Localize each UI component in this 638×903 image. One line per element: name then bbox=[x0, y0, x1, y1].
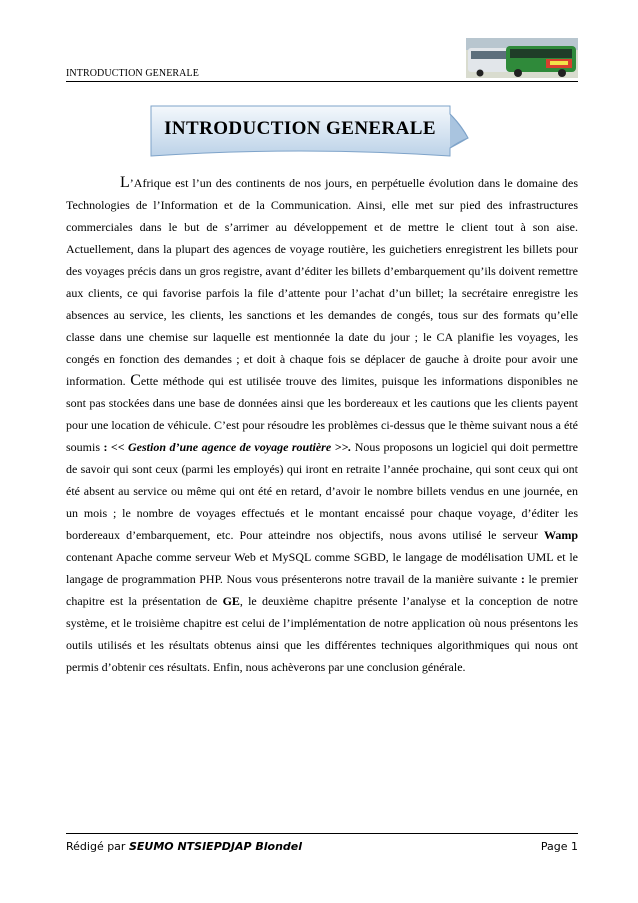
wamp-keyword: Wamp bbox=[543, 528, 578, 542]
sentence-1: ’Afrique est l’un des continents de nos jours, en perpétuelle évolution dans le domaine des Technologies de l’Information et de la Communication. Ainsi, elle met sur pied des infrastructures commerciales dans le but de s’arrimer au développement et de mettre le client tout à son aise. Actuellement, dans la plupart des agences de voyage routière, les guichetiers enregistrent les billets pour des voyages précis dans un gros registre, avant d’éditer les billets d’embarquement qu’ils doivent remettre aux clients, ce qui favorise parfois la file d’attente pour l’achat d’un billet; la secrétaire enregistre les absences au service, les clients, les sanctions et les demandes de congés, tous sur des formats qu’elle classe dans une chemise sur laquelle est mentionnée la date du jour ; le CA planifie les voyages, les congés en fonction des demandes ; et doit à chaque fois se déplacer de gauche à droite pour avoir une information. bbox=[66, 176, 578, 388]
footer-author bbox=[66, 840, 302, 853]
header-title: INTRODUCTION GENERALE bbox=[66, 68, 199, 79]
initial-letter-c: C bbox=[130, 372, 141, 389]
ge-keyword: GE bbox=[222, 594, 240, 608]
introduction-paragraph bbox=[66, 172, 578, 678]
sentence-3: Nous proposons un logiciel qui doit permettre de savoir qui sont ceux (parmi les employés) qui iront en retraite l’année prochaine, qui sont ceux qui ont été absent au service ou même qui ont été en retard, d’avoir le nombre billets vendus en une journée, en un mois ; le nombre de voyages effectués et le montant encaissé pour chaque voyage, d’éditer les bordereaux d’embarquement, etc. Pour atteindre nos objectifs, nous avons utilisé le serveur bbox=[66, 440, 579, 542]
sentence-4: contenant Apache comme serveur Web et MySQL comme SGBD, le langage de modélisation UML et le langage de programmation PHP. Nous vous présenterons notre travail de la manière suivante bbox=[66, 550, 578, 586]
sentence-5: le premier chapitre est la présentation de bbox=[66, 572, 578, 608]
banner-title: INTRODUCTION GENERALE bbox=[164, 118, 436, 139]
header-bus-image bbox=[466, 38, 578, 78]
page-number: Page 1 bbox=[540, 840, 578, 853]
title-banner bbox=[150, 104, 472, 160]
colon-2: : bbox=[520, 572, 525, 586]
theme-title: << Gestion d’une agence de voyage routière >>. bbox=[110, 440, 352, 454]
footer-prefix: Rédigé par bbox=[66, 840, 129, 853]
sentence-6: , le deuxième chapitre présente l’analyse et la conception de notre système, et le troisième chapitre est celui de l’implémentation de notre application où nous présentons les outils utilisés et les résultats obtenus ainsi que les différentes techniques algorithmiques qui nous ont permis d’obtenir ces résultats. Enfin, nous achèverons par une conclusion générale. bbox=[66, 594, 578, 674]
sentence-2: ette méthode qui est utilisée trouve des limites, puisque les informations disponibles ne sont pas stockées dans une base de données ainsi que les bordereaux et les cautions que les clients payent pour une location de véhicule. C’est pour résoudre les problèmes ci-dessus que le thème suivant nous a été soumis bbox=[66, 374, 579, 454]
initial-letter-l: L bbox=[120, 174, 130, 191]
header-divider bbox=[66, 81, 578, 82]
footer-divider bbox=[66, 833, 578, 834]
author-name: SEUMO NTSIEPDJAP Blondel bbox=[128, 840, 303, 853]
bus-illustration bbox=[466, 38, 578, 78]
colon-1: : bbox=[103, 440, 108, 454]
